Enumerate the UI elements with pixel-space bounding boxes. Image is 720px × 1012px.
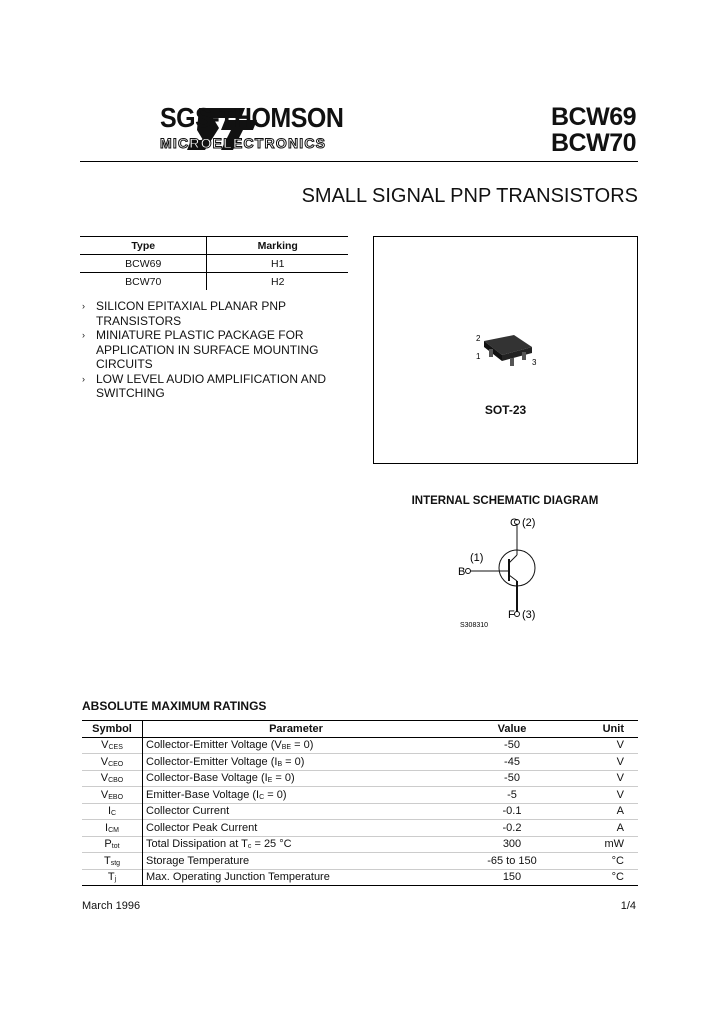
svg-text:F: F	[508, 609, 515, 621]
table-row	[82, 770, 638, 787]
header-unit: Unit	[575, 721, 638, 738]
unit-cell: V	[575, 770, 638, 787]
header-marking: Marking	[207, 237, 348, 255]
symbol-cell: $V_{CES}$	[82, 737, 143, 754]
unit-cell: °C	[575, 869, 638, 886]
parameter-cell: Collector-Emitter Voltage $(V_{BE} = 0)$	[143, 737, 450, 754]
table-row	[80, 273, 348, 291]
table-row	[82, 737, 638, 754]
package-name: SOT-23	[484, 403, 527, 417]
symbol-cell: $P_{tot}$	[82, 836, 143, 853]
value-cell: -50	[449, 737, 575, 754]
symbol-cell: $V_{EBO}$	[82, 787, 143, 804]
parameter-cell: Collector Peak Current	[143, 820, 450, 837]
parameter-cell: Collector-Base Voltage $(I_E = 0)$	[143, 770, 450, 787]
svg-text:C: C	[510, 517, 518, 529]
part-number-1: BCW69	[550, 103, 636, 131]
table-row	[82, 820, 638, 837]
pin-label: 1	[476, 352, 481, 361]
pnp-transistor-schematic-icon	[440, 505, 570, 635]
svg-text:(1): (1)	[470, 552, 484, 564]
list-item: › MINIATURE PLASTIC PACKAGE FOR APPLICATION IN SURFACE MOUNTING CIRCUITS	[82, 328, 352, 372]
document-title: SMALL SIGNAL PNP TRANSISTORS	[301, 185, 638, 207]
header-parameter: Parameter	[143, 721, 450, 738]
value-cell: -50	[449, 770, 575, 787]
unit-cell: mW	[575, 836, 638, 853]
value-cell: -0.1	[449, 803, 575, 820]
unit-cell: A	[575, 803, 638, 820]
header-type: Type	[80, 237, 207, 255]
absolute-maximum-ratings-table	[82, 720, 638, 886]
page-number: 1/4	[620, 900, 636, 912]
svg-text:B: B	[458, 566, 466, 578]
header-value: Value	[449, 721, 575, 738]
parameter-cell: Collector-Emitter Voltage $(I_B = 0)$	[143, 754, 450, 771]
list-item: › SILICON EPITAXIAL PLANAR PNP TRANSISTORS	[82, 299, 352, 328]
marking-cell: H1	[207, 255, 348, 273]
parameter-cell: Emitter-Base Voltage $(I_C = 0)$	[143, 787, 450, 804]
parameter-cell: Collector Current	[143, 803, 450, 820]
symbol-cell: $I_C$	[82, 803, 143, 820]
symbol-cell: $V_{CEO}$	[82, 754, 143, 771]
symbol-cell: $T_j$	[82, 869, 143, 886]
header-divider	[80, 161, 638, 162]
table-row	[82, 787, 638, 804]
parameter-cell: Max. Operating Junction Temperature	[143, 869, 450, 886]
parameter-cell: Total Dissipation at $T_c = 25$ °C	[143, 836, 450, 853]
package-box	[373, 236, 638, 464]
type-marking-table	[80, 236, 348, 290]
feature-list	[82, 299, 352, 401]
table-row	[82, 803, 638, 820]
unit-cell: A	[575, 820, 638, 837]
value-cell: -65 to 150	[449, 853, 575, 870]
brand-name: SGS-THOMSON	[160, 102, 344, 134]
value-cell: -5	[449, 787, 575, 804]
value-cell: -0.2	[449, 820, 575, 837]
svg-text:S308310: S308310	[460, 622, 489, 629]
table-row	[82, 853, 638, 870]
table-row	[82, 836, 638, 853]
svg-text:(2): (2)	[522, 517, 536, 529]
type-cell: BCW69	[80, 255, 207, 273]
pin-label: 3	[532, 358, 537, 367]
unit-cell: V	[575, 754, 638, 771]
part-number-2: BCW70	[550, 129, 636, 157]
ratings-title: ABSOLUTE MAXIMUM RATINGS	[82, 699, 267, 713]
brand-subtitle: MICROELECTRONICS	[160, 135, 327, 151]
type-cell: BCW70	[80, 273, 207, 291]
sot23-package-icon	[474, 329, 544, 374]
table-row	[82, 869, 638, 886]
symbol-cell: $I_{CM}$	[82, 820, 143, 837]
unit-cell: °C	[575, 853, 638, 870]
parameter-cell: Storage Temperature	[143, 853, 450, 870]
pin-label: 2	[476, 334, 481, 343]
unit-cell: V	[575, 737, 638, 754]
unit-cell: V	[575, 787, 638, 804]
footer-date: March 1996	[82, 900, 141, 912]
symbol-cell: $V_{CBO}$	[82, 770, 143, 787]
symbol-cell: $T_{stg}$	[82, 853, 143, 870]
table-row	[80, 255, 348, 273]
marking-cell: H2	[207, 273, 348, 291]
schematic-title: INTERNAL SCHEMATIC DIAGRAM	[411, 495, 599, 507]
table-row	[82, 754, 638, 771]
value-cell: 300	[449, 836, 575, 853]
svg-text:(3): (3)	[522, 609, 536, 621]
list-item: › LOW LEVEL AUDIO AMPLIFICATION AND SWITCHING	[82, 372, 352, 401]
value-cell: -45	[449, 754, 575, 771]
value-cell: 150	[449, 869, 575, 886]
header-symbol: Symbol	[82, 721, 143, 738]
